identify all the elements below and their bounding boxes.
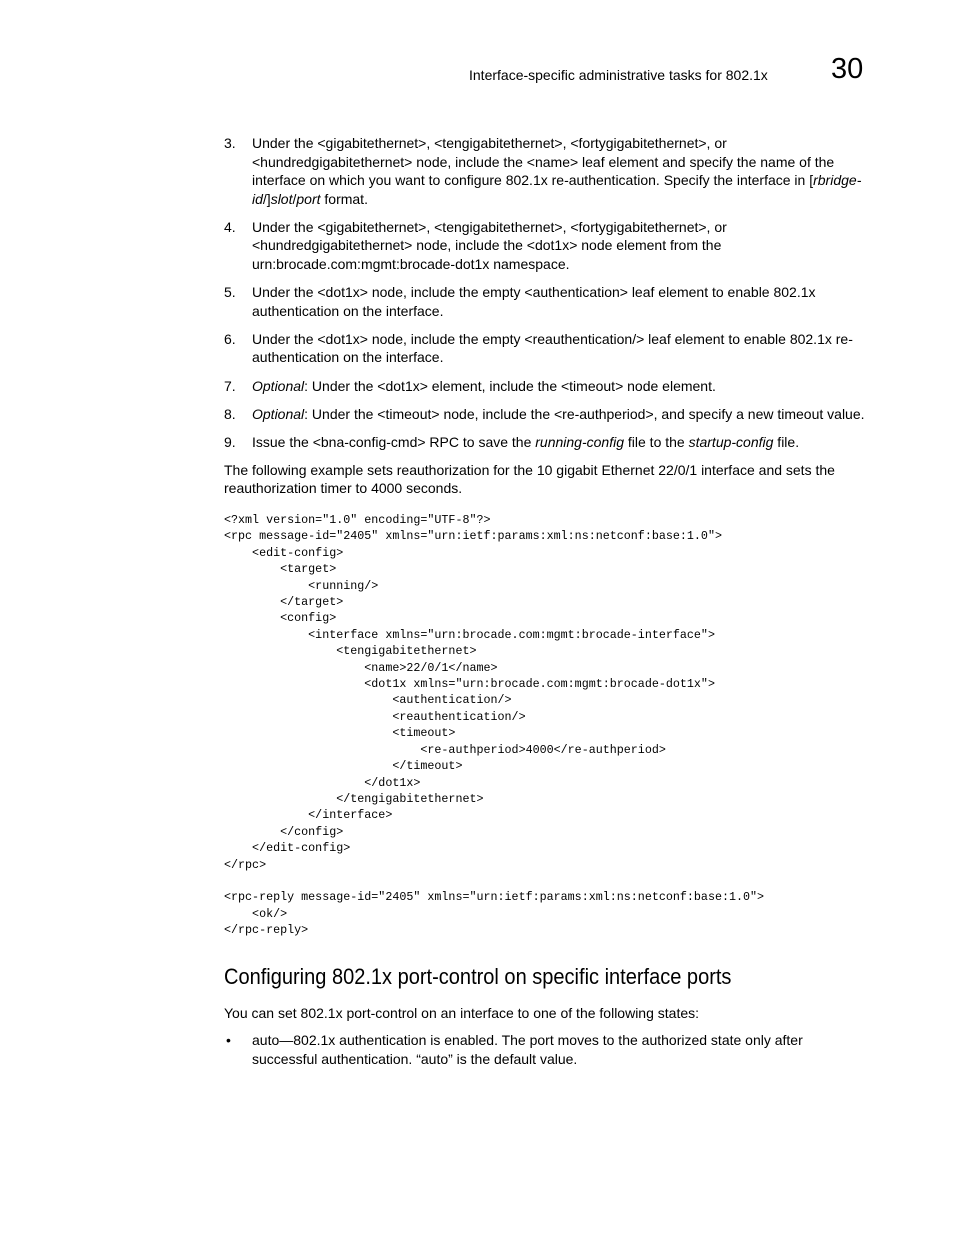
section-intro: You can set 802.1x port-control on an interface to one of the following states: [224,1004,700,1021]
example-intro: The following example sets reauthorization for the 10 gigabit Ethernet 22/0/1 interface and sets the reauthorization timer to 4000 seconds. [224,461,835,497]
step-number: 5. [224,284,236,301]
step-7 [224,377,868,396]
step-9 [224,433,868,452]
step-number: 9. [224,433,236,450]
chapter-number: 30 [831,53,864,85]
header-title: Interface-specific administrative tasks for 802.1x [469,67,768,83]
step-text: Optional: Under the <timeout> node, include the <re-authperiod>, and specify a new timeout value. [252,405,865,422]
step-text: Under the <gigabitethernet>, <tengigabitethernet>, <fortygigabitethernet>, or <hundredgigabitethernet> node, include the <name> leaf element and specify the name of the interface on which you want to configure 802.1x re-authentication. Specify the interface in [rbridge-id/]slot/port format. [252,135,862,207]
step-text: Under the <dot1x> node, include the empty <authentication> leaf element to enable 802.1x authentication on the interface. [252,284,816,319]
bullet-item [224,1031,868,1068]
bullet-text: auto—802.1x authentication is enabled. The port moves to the authorized state only after successful authentication. “auto” is the default value. [252,1032,803,1067]
code-block-reply: <rpc-reply message-id="2405" xmlns="urn:ietf:params:xml:ns:netconf:base:1.0"> <ok/> </rpc-reply> [224,890,765,938]
step-4 [224,218,868,274]
step-number: 7. [224,377,236,394]
step-number: 6. [224,330,236,347]
step-number: 3. [224,135,236,151]
section-heading: Configuring 802.1x port-control on specific interface ports [224,963,732,989]
step-5 [224,283,868,320]
step-text: Under the <dot1x> node, include the empty <reauthentication/> leaf element to enable 802.1x re-authentication on the interface. [252,330,853,366]
step-number: 8. [224,405,236,422]
step-number: 4. [224,218,236,235]
step-text: Issue the <bna-config-cmd> RPC to save the running-config file to the startup-config file. [252,433,800,450]
code-block-request: <?xml version="1.0" encoding="UTF-8"?> <rpc message-id="2405" xmlns="urn:ietf:params:xml:ns:netconf:base:1.0"> <edit-config> <target> <running/> </target> <config> <interface xmlns="urn:brocade.com:mgmt:brocade-interface"> <tengigabitethernet> <name>22/0/1</name> <dot1x xmlns="urn:brocade.com:mgmt:brocade-dot1x"> <authentication/> <reauthentication/> <timeout> <re-authperiod>4000</re-authperiod> </timeout> </dot1x> </tengigabitethernet> </interface> </config> </edit-config> </rpc> [224,513,722,872]
step-6 [224,330,868,367]
page-content [224,134,868,1068]
bullet-icon: • [226,1032,231,1049]
step-text: Under the <gigabitethernet>, <tengigabitethernet>, <fortygigabitethernet>, or <hundredgigabitethernet> node, include the <dot1x> node element from the urn:brocade.com:mgmt:brocade-dot1x namespace. [252,218,727,273]
step-text: Optional: Under the <dot1x> element, include the <timeout> node element. [252,377,716,394]
step-8 [224,405,868,424]
step-3 [224,134,868,208]
